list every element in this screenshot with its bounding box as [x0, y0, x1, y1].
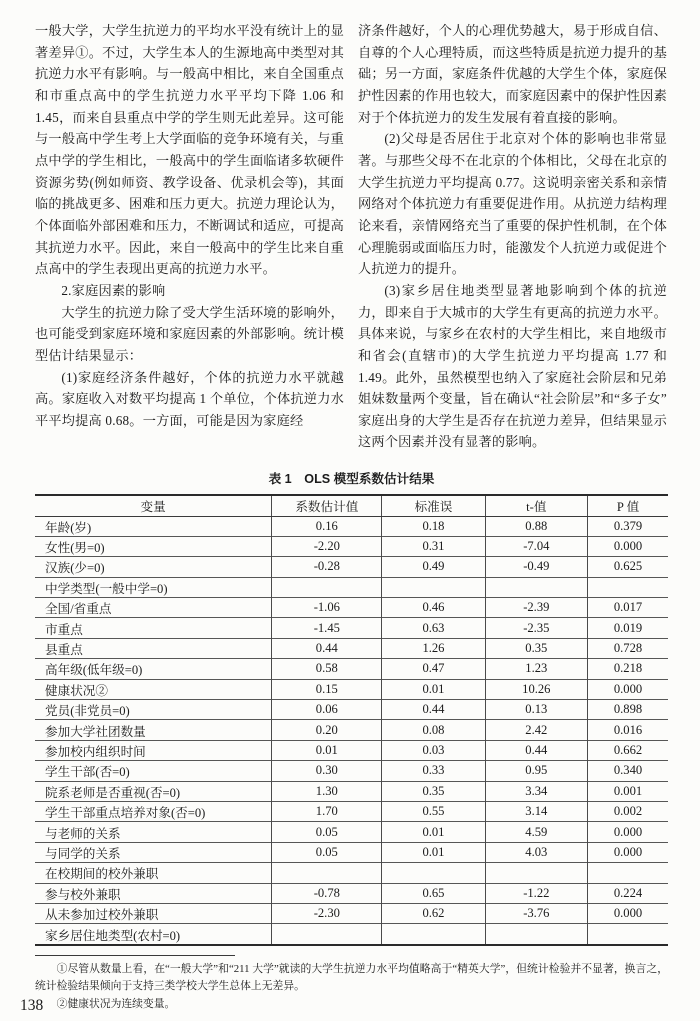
page-number: 138 [20, 997, 44, 1014]
variable-cell: 参与校外兼职 [35, 883, 272, 903]
value-cell: 0.000 [588, 536, 668, 556]
variable-cell: 学生干部(否=0) [35, 761, 272, 781]
value-cell: 0.15 [272, 679, 382, 699]
variable-cell: 县重点 [35, 638, 272, 658]
value-cell [588, 863, 668, 883]
value-cell: 0.01 [272, 740, 382, 760]
value-cell: -2.35 [485, 618, 588, 638]
value-cell: 0.728 [588, 638, 668, 658]
paragraph: 一般大学，大学生抗逆力的平均水平没有统计上的显著差异①。不过，大学生本人的生源地高中类型对其抗逆力水平有影响。与一般高中相比，来自全国重点和市重点高中的学生抗逆力水平平均下降 1.06 和 1.45，而来自县重点中学的学生则无此差异。这可能与一般高中学生考上大学面临的竞争环境有关，与重点中学的学生相比，一般高中的学生面临诸多软硬件资源劣势(例如师资、教学设备、优录机会等)，其面临的挑战更多、困难和压力更大。抗逆力理论认为，个体面临外部困难和压力，不断调试和适应，可提高其抗逆力水平。因此，来自一般高中的学生比来自重点高中的学生表现出更高的抗逆力水平。 [35, 23, 344, 277]
value-cell: 0.016 [588, 720, 668, 740]
value-cell: -0.49 [485, 557, 588, 577]
value-cell: 0.44 [272, 638, 382, 658]
paragraph: (1)家庭经济条件越好，个体的抗逆力水平就越高。家庭收入对数平均提高 1 个单位，个体抗逆力水平平均提高 0.68。一方面，可能是因为家庭经 [35, 369, 344, 428]
column-header-pvalue: P 值 [588, 495, 668, 516]
right-column [358, 20, 667, 453]
value-cell: 0.01 [382, 822, 485, 842]
value-cell: -0.78 [272, 883, 382, 903]
value-cell: -0.28 [272, 557, 382, 577]
ols-results-table [35, 494, 668, 946]
value-cell: 0.05 [272, 842, 382, 862]
variable-cell: 全国/省重点 [35, 598, 272, 618]
value-cell: 0.340 [588, 761, 668, 781]
value-cell: 0.001 [588, 781, 668, 801]
value-cell: 1.30 [272, 781, 382, 801]
value-cell: 0.06 [272, 700, 382, 720]
value-cell: -1.22 [485, 883, 588, 903]
value-cell: 1.23 [485, 659, 588, 679]
value-cell: 0.017 [588, 598, 668, 618]
paragraph: 济条件越好，个人的心理优势越大，易于形成自信、自尊的个人心理特质，而这些特质是抗逆力提升的基础；另一方面，家庭条件优越的大学生个体，家庭保护性因素的作用也较大，而家庭因素中的保护性因素对于个体抗逆力的发生发展有着直接的影响。 [358, 23, 667, 125]
table-row [35, 720, 668, 740]
page-content [35, 20, 668, 1014]
table-row [35, 516, 668, 536]
value-cell: -2.39 [485, 598, 588, 618]
left-column [35, 20, 344, 453]
value-cell [485, 577, 588, 597]
column-header-tvalue: t-值 [485, 495, 588, 516]
footnote: ①尽管从数量上看，在“一般大学”和“211 大学”就读的大学生抗逆力水平均值略高于“精英大学”，但统计检验并不显著，换言之，统计检验结果倾向于支持三类学校大学生总体上无差异。 [35, 962, 668, 993]
variable-cell: 参加大学社团数量 [35, 720, 272, 740]
value-cell: 0.03 [382, 740, 485, 760]
footnote: ②健康状况为连续变量。 [56, 997, 176, 1010]
table-row [35, 903, 668, 923]
value-cell: 0.218 [588, 659, 668, 679]
table-header [35, 495, 668, 516]
value-cell: 0.08 [382, 720, 485, 740]
value-cell [588, 577, 668, 597]
table-row [35, 659, 668, 679]
column-header-stderr: 标准误 [382, 495, 485, 516]
value-cell [382, 863, 485, 883]
value-cell [485, 924, 588, 945]
value-cell: 10.26 [485, 679, 588, 699]
table-title: 表 1 OLS 模型系数估计结果 [268, 472, 435, 487]
value-cell: 3.14 [485, 801, 588, 821]
table-row [35, 577, 668, 597]
value-cell: 0.224 [588, 883, 668, 903]
value-cell [272, 863, 382, 883]
table-row [35, 638, 668, 658]
column-header-variable: 变量 [35, 495, 272, 516]
value-cell: -1.45 [272, 618, 382, 638]
variable-cell: 在校期间的校外兼职 [35, 863, 272, 883]
variable-cell: 市重点 [35, 618, 272, 638]
table-row [35, 924, 668, 945]
value-cell: 0.58 [272, 659, 382, 679]
value-cell: 0.000 [588, 903, 668, 923]
value-cell: 2.42 [485, 720, 588, 740]
footnotes [35, 961, 668, 1014]
value-cell: 0.31 [382, 536, 485, 556]
value-cell: -7.04 [485, 536, 588, 556]
value-cell: 0.01 [382, 842, 485, 862]
value-cell: 0.019 [588, 618, 668, 638]
table-row [35, 618, 668, 638]
table-row [35, 842, 668, 862]
variable-cell: 学生干部重点培养对象(否=0) [35, 801, 272, 821]
table-row [35, 801, 668, 821]
paragraph: (2)父母是否居住于北京对个体的影响也非常显著。与那些父母不在北京的个体相比，父母在北京的大学生抗逆力平均提高 0.77。这说明亲密关系和亲情网络对个体抗逆力有重要促进作用。从抗逆力结构理论来看，亲情网络充当了重要的保护性机制，在个体心理脆弱或面临压力时，能激发个人抗逆力或促进个人抗逆力的提升。 [358, 131, 667, 277]
value-cell: -2.20 [272, 536, 382, 556]
value-cell: 0.379 [613, 518, 643, 533]
value-cell: 0.46 [382, 598, 485, 618]
section-heading: 2.家庭因素的影响 [61, 282, 166, 298]
value-cell: 0.002 [588, 801, 668, 821]
value-cell: 0.01 [382, 679, 485, 699]
variable-cell: 年龄(岁) [35, 516, 272, 536]
variable-cell: 高年级(低年级=0) [35, 659, 272, 679]
variable-cell: 健康状况② [35, 679, 272, 699]
variable-cell: 汉族(少=0) [35, 557, 272, 577]
value-cell [272, 577, 382, 597]
value-cell: 0.65 [382, 883, 485, 903]
variable-cell: 党员(非党员=0) [35, 700, 272, 720]
paragraph: 大学生的抗逆力除了受大学生活环境的影响外，也可能受到家庭环境和家庭因素的外部影响。统计模型估计结果显示： [35, 304, 344, 363]
value-cell: 0.88 [485, 516, 588, 536]
value-cell: 0.33 [382, 761, 485, 781]
value-cell: 0.63 [382, 618, 485, 638]
column-header-coefficient: 系数估计值 [272, 495, 382, 516]
table-body [35, 516, 668, 945]
table-row [35, 822, 668, 842]
value-cell: 0.662 [588, 740, 668, 760]
variable-cell: 女性(男=0) [35, 536, 272, 556]
footnote-separator [35, 955, 235, 956]
table-row [35, 536, 668, 556]
value-cell [485, 863, 588, 883]
value-cell: 0.000 [588, 822, 668, 842]
value-cell: 0.625 [588, 557, 668, 577]
table-row [35, 740, 668, 760]
value-cell: 0.16 [272, 516, 382, 536]
value-cell: 4.59 [485, 822, 588, 842]
value-cell: 0.95 [485, 761, 588, 781]
value-cell: 0.000 [588, 679, 668, 699]
value-cell: 0.35 [382, 781, 485, 801]
variable-cell: 参加校内组织时间 [35, 740, 272, 760]
variable-cell: 与同学的关系 [35, 842, 272, 862]
value-cell: 1.70 [272, 801, 382, 821]
table-row [35, 863, 668, 883]
table-row [35, 598, 668, 618]
value-cell: -3.76 [485, 903, 588, 923]
value-cell: 1.26 [382, 638, 485, 658]
value-cell: 0.55 [382, 801, 485, 821]
value-cell: 0.05 [272, 822, 382, 842]
variable-cell: 家乡居住地类型(农村=0) [35, 924, 272, 945]
table-row [35, 781, 668, 801]
table-row [35, 679, 668, 699]
value-cell: 0.44 [485, 740, 588, 760]
paragraph: (3)家乡居住地类型显著地影响到个体的抗逆力，即来自于大城市的大学生有更高的抗逆力水平。具体来说，与家乡在农村的大学生相比，来自地级市和省会(直辖市)的大学生抗逆力平均提高 1.77 和 1.49。此外，虽然模型也纳入了家庭社会阶层和兄弟姐妹数量两个变量，旨在确认“社会阶层”和“多子女”家庭出身的大学生是否存在抗逆力差异，但结果显示这两个因素并没有显著的影响。 [358, 282, 667, 450]
table-row [35, 883, 668, 903]
value-cell [588, 924, 668, 945]
value-cell [272, 924, 382, 945]
value-cell: 0.30 [272, 761, 382, 781]
value-cell: 0.13 [485, 700, 588, 720]
value-cell: 0.49 [382, 557, 485, 577]
value-cell [382, 924, 485, 945]
variable-cell: 中学类型(一般中学=0) [35, 577, 272, 597]
value-cell: 0.47 [382, 659, 485, 679]
value-cell: 3.34 [485, 781, 588, 801]
value-cell: 0.20 [272, 720, 382, 740]
body-text [35, 20, 668, 453]
variable-cell: 院系老师是否重视(否=0) [35, 781, 272, 801]
table-row [35, 761, 668, 781]
value-cell: 0.35 [485, 638, 588, 658]
value-cell [382, 577, 485, 597]
table-row [35, 700, 668, 720]
value-cell: -1.06 [272, 598, 382, 618]
value-cell: 4.03 [485, 842, 588, 862]
value-cell: 0.898 [588, 700, 668, 720]
variable-cell: 从未参加过校外兼职 [35, 903, 272, 923]
table-row [35, 557, 668, 577]
variable-cell: 与老师的关系 [35, 822, 272, 842]
value-cell: 0.000 [588, 842, 668, 862]
value-cell: -2.30 [272, 903, 382, 923]
value-cell: 0.44 [382, 700, 485, 720]
value-cell: 0.62 [382, 903, 485, 923]
value-cell: 0.18 [382, 516, 485, 536]
